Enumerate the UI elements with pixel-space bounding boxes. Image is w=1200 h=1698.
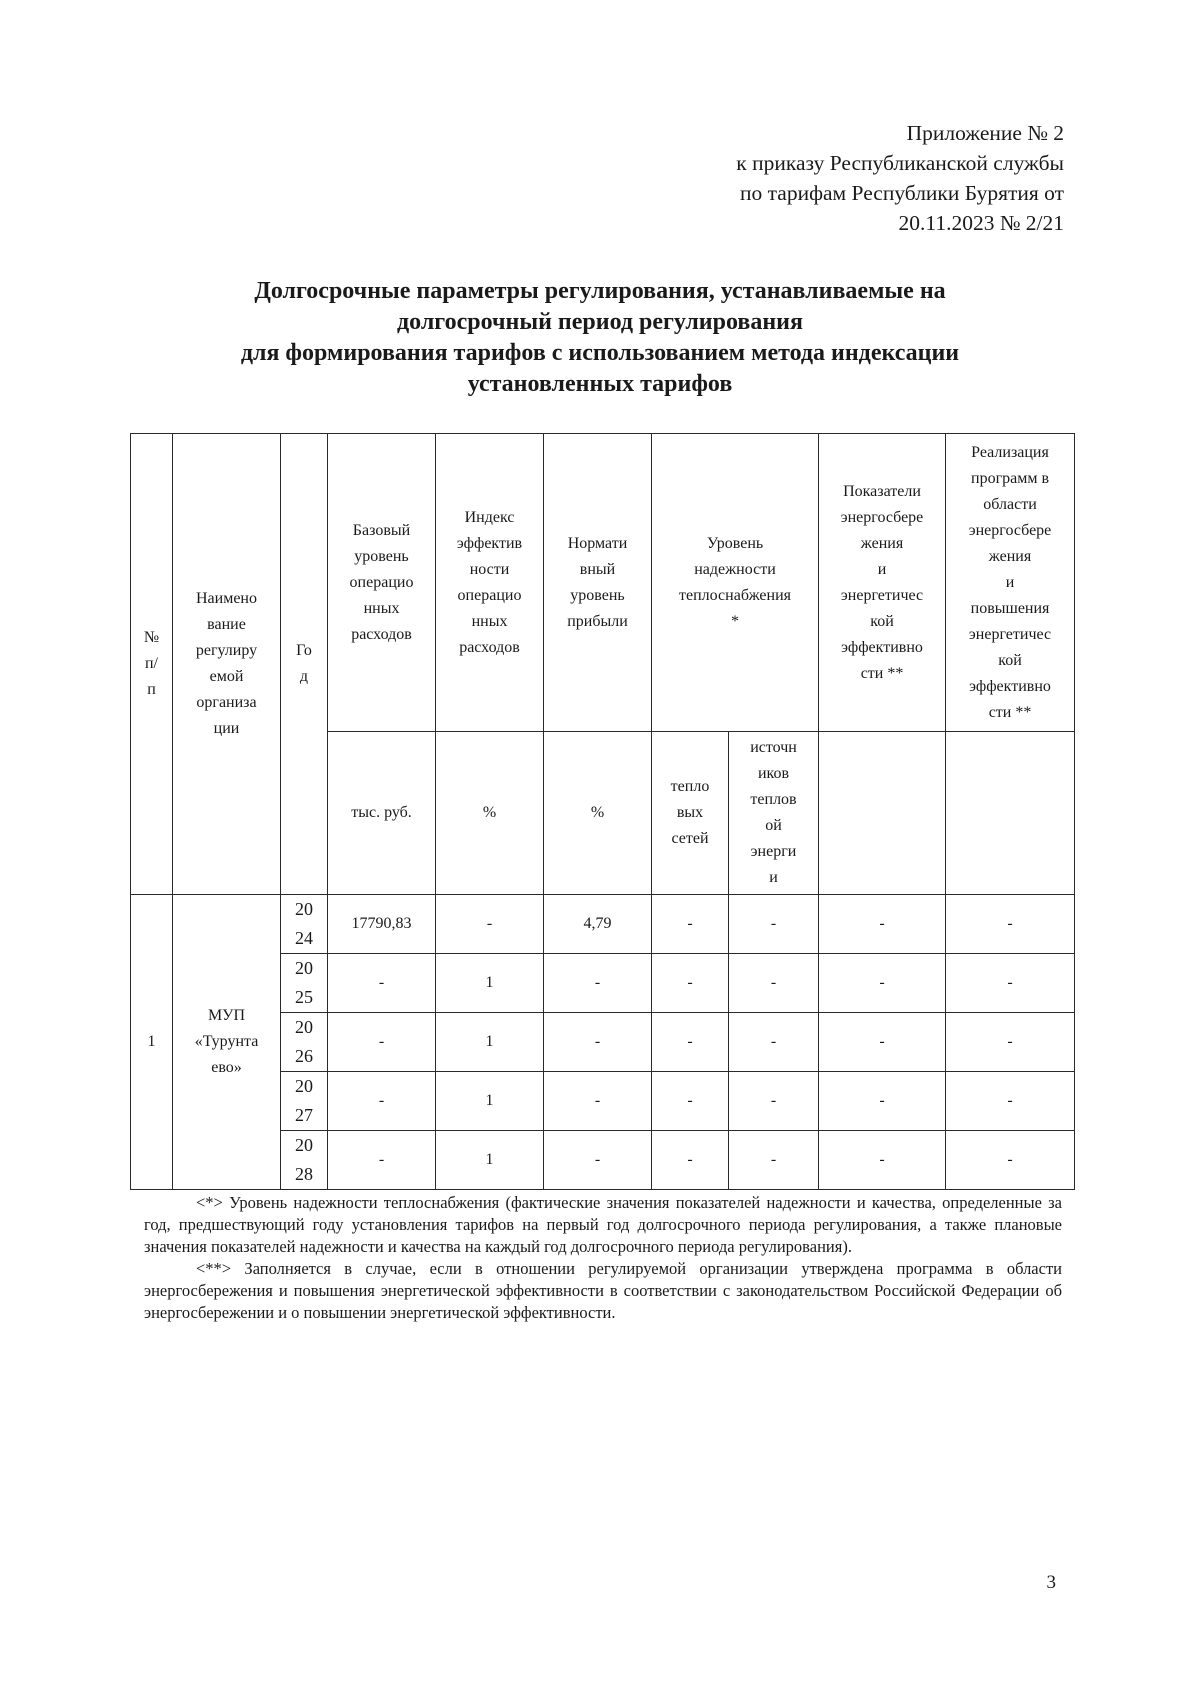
- cell-year: 20 25: [281, 954, 328, 1013]
- appendix-block: [736, 118, 1064, 238]
- header-row: [131, 434, 1075, 732]
- appendix-line-4: 20.11.2023 № 2/21: [898, 211, 1064, 235]
- cell-heat-sources: -: [729, 1013, 819, 1072]
- cell-year: 20 27: [281, 1072, 328, 1131]
- title-line-3: для формирования тарифов с использованием метода индексации: [240, 340, 960, 366]
- cell-profit-level: -: [544, 1013, 652, 1072]
- cell-programs: -: [946, 954, 1075, 1013]
- cell-efficiency-index: 1: [436, 954, 544, 1013]
- header-profit-level: Нормати вный уровень прибыли: [544, 434, 652, 732]
- unit-energy-empty: [819, 732, 946, 895]
- cell-year: 20 28: [281, 1131, 328, 1190]
- header-efficiency-index: Индекс эффектив ности операцио нных расходов: [436, 434, 544, 732]
- cell-heat-sources: -: [729, 954, 819, 1013]
- unit-heat-sources: источн иков теплов ой энерги и: [729, 732, 819, 895]
- data-rows: [131, 895, 1075, 1190]
- cell-heat-sources: -: [729, 1131, 819, 1190]
- unit-heat-networks: тепло вых сетей: [652, 732, 729, 895]
- cell-heat-networks: -: [652, 1072, 729, 1131]
- appendix-line-2: к приказу Республиканской службы: [736, 151, 1064, 175]
- header-reliability: Уровень надежности теплоснабжения *: [652, 434, 819, 732]
- cell-profit-level: 4,79: [544, 895, 652, 954]
- header-energy-indicators: Показатели энергосбере жения и энергетичес кой эффективно сти **: [819, 434, 946, 732]
- cell-year: 20 24: [281, 895, 328, 954]
- header-year: Го д: [281, 434, 328, 895]
- title-line-1: Долгосрочные параметры регулирования, устанавливаемые на: [254, 278, 946, 304]
- org-name: МУП «Турунта ево»: [173, 895, 281, 1190]
- appendix-line-1: Приложение № 2: [906, 121, 1064, 145]
- cell-base-level: -: [328, 954, 436, 1013]
- cell-efficiency-index: -: [436, 895, 544, 954]
- footnote-2: <**> Заполняется в случае, если в отношении регулируемой организации утверждена программа в области энергосбережения и повышения энергетической эффективности в соответствии с законодательством Российской Федерации об энергосбережении и о повышении энергетической эффективности.: [144, 1259, 1062, 1322]
- unit-base: тыс. руб.: [328, 732, 436, 895]
- cell-energy-indicators: -: [819, 1131, 946, 1190]
- header-num: № п/ п: [131, 434, 173, 895]
- cell-heat-sources: -: [729, 1072, 819, 1131]
- cell-programs: -: [946, 1131, 1075, 1190]
- parameters-table: [130, 433, 1075, 1190]
- unit-programs-empty: [946, 732, 1075, 895]
- cell-programs: -: [946, 1013, 1075, 1072]
- page-number: 3: [1046, 1572, 1056, 1593]
- cell-year: 20 26: [281, 1013, 328, 1072]
- cell-efficiency-index: 1: [436, 1072, 544, 1131]
- unit-profit: %: [544, 732, 652, 895]
- cell-energy-indicators: -: [819, 895, 946, 954]
- unit-index: %: [436, 732, 544, 895]
- title-line-4: установленных тарифов: [467, 371, 733, 397]
- footnote-1: <*> Уровень надежности теплоснабжения (фактические значения показателей надежности и качества, определенные за год, предшествующий году установления тарифов на первый год долгосрочного периода регулирования, а также плановые значения показателей надежности и качества на каждый год долгосрочного периода регулирования).: [144, 1193, 1062, 1256]
- appendix-line-3: по тарифам Республики Бурятия от: [739, 181, 1064, 205]
- cell-energy-indicators: -: [819, 954, 946, 1013]
- cell-profit-level: -: [544, 1072, 652, 1131]
- cell-heat-sources: -: [729, 895, 819, 954]
- cell-heat-networks: -: [652, 954, 729, 1013]
- header-org-name: Наимено вание регулиру емой организа ции: [173, 434, 281, 895]
- cell-heat-networks: -: [652, 1013, 729, 1072]
- cell-base-level: -: [328, 1013, 436, 1072]
- cell-heat-networks: -: [652, 895, 729, 954]
- footnotes: [144, 1192, 1062, 1324]
- cell-base-level: -: [328, 1131, 436, 1190]
- cell-energy-indicators: -: [819, 1013, 946, 1072]
- cell-programs: -: [946, 895, 1075, 954]
- cell-base-level: -: [328, 1072, 436, 1131]
- cell-base-level: 17790,83: [328, 895, 436, 954]
- org-number: 1: [131, 895, 173, 1190]
- header-programs: Реализация программ в области энергосбере жения и повышения энергетичес кой эффективно сти **: [946, 434, 1075, 732]
- document-title: [120, 276, 1080, 400]
- title-line-2: долгосрочный период регулирования: [397, 309, 803, 335]
- cell-heat-networks: -: [652, 1131, 729, 1190]
- table-row: [131, 895, 1075, 954]
- cell-efficiency-index: 1: [436, 1131, 544, 1190]
- header-base-level: Базовый уровень операцио нных расходов: [328, 434, 436, 732]
- cell-efficiency-index: 1: [436, 1013, 544, 1072]
- cell-energy-indicators: -: [819, 1072, 946, 1131]
- cell-profit-level: -: [544, 954, 652, 1013]
- cell-profit-level: -: [544, 1131, 652, 1190]
- cell-programs: -: [946, 1072, 1075, 1131]
